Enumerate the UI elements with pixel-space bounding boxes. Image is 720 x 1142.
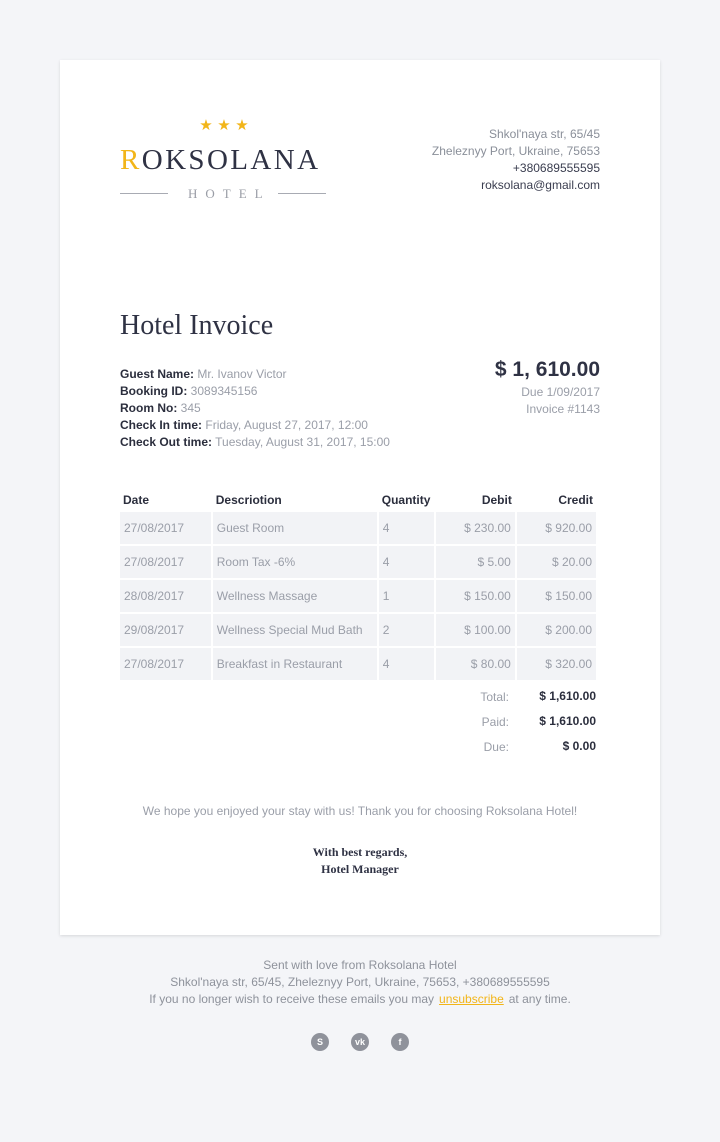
due-row xyxy=(120,736,600,761)
table-row xyxy=(120,546,596,578)
page-title: Hotel Invoice xyxy=(120,310,274,341)
cell-description: Wellness Special Mud Bath xyxy=(213,614,377,646)
guest-value: Friday, August 27, 2017, 12:00 xyxy=(205,418,368,432)
cell-debit: $ 230.00 xyxy=(436,512,515,544)
address-city: Zheleznyy Port, Ukraine, 75653 xyxy=(431,144,600,158)
cell-date: 28/08/2017 xyxy=(120,580,211,612)
cell-description: Guest Room xyxy=(213,512,377,544)
brand-initial: R xyxy=(120,144,142,176)
footer-address: Shkol'naya str, 65/45, Zheleznyy Port, Ukraine, 75653, +380689555595 xyxy=(170,975,550,989)
cell-debit: $ 150.00 xyxy=(436,580,515,612)
brand-subtitle: HOTEL xyxy=(188,186,271,201)
invoice-due-date: Due 1/09/2017 xyxy=(521,385,600,399)
charges-table xyxy=(118,488,598,682)
social-links xyxy=(311,1033,411,1051)
guest-label: Check Out time: xyxy=(120,435,213,449)
invoice-summary xyxy=(495,356,600,418)
due-value: $ 0.00 xyxy=(562,739,596,753)
cell-quantity: 4 xyxy=(379,648,434,680)
invoice-number: Invoice #1143 xyxy=(526,402,600,416)
footer-sent-line: Sent with love from Roksolana Hotel xyxy=(263,958,457,972)
invoice-total: $ 1, 610.00 xyxy=(494,358,600,381)
guest-value: Mr. Ivanov Victor xyxy=(197,367,287,381)
facebook-icon[interactable]: f xyxy=(391,1033,409,1051)
address-phone[interactable]: +380689555595 xyxy=(512,161,600,175)
cell-credit: $ 200.00 xyxy=(517,614,596,646)
guest-row xyxy=(120,417,390,434)
cell-credit: $ 150.00 xyxy=(517,580,596,612)
star-icon: ★ xyxy=(199,117,213,134)
rating-stars xyxy=(198,118,250,134)
unsubscribe-text-after: at any time. xyxy=(508,992,571,1006)
paid-row xyxy=(120,711,600,736)
regards-text: With best regards, xyxy=(312,845,408,859)
brand-name xyxy=(120,144,326,177)
star-icon: ★ xyxy=(235,117,249,134)
address-email[interactable]: roksolana@gmail.com xyxy=(481,178,600,192)
total-row xyxy=(120,686,600,711)
logo-divider-left xyxy=(120,193,168,194)
col-header-date: Date xyxy=(123,493,150,507)
table-row xyxy=(120,648,596,680)
guest-label: Check In time: xyxy=(120,418,203,432)
cell-credit: $ 320.00 xyxy=(517,648,596,680)
guest-details xyxy=(120,366,390,451)
col-header-debit: Debit xyxy=(481,493,512,507)
table-header-row xyxy=(120,490,596,510)
guest-value: Tuesday, August 31, 2017, 15:00 xyxy=(215,435,390,449)
guest-row xyxy=(120,434,390,451)
cell-quantity: 4 xyxy=(379,512,434,544)
table-row xyxy=(120,614,596,646)
unsubscribe-text-before: If you no longer wish to receive these emails you may xyxy=(149,992,435,1006)
totals-block xyxy=(120,686,600,761)
guest-label: Room No: xyxy=(120,401,178,415)
skype-icon[interactable]: S xyxy=(311,1033,329,1051)
cell-description: Room Tax -6% xyxy=(213,546,377,578)
thank-you-message: We hope you enjoyed your stay with us! Thank you for choosing Roksolana Hotel! xyxy=(142,804,578,818)
guest-row xyxy=(120,366,390,383)
cell-date: 29/08/2017 xyxy=(120,614,211,646)
hotel-logo xyxy=(120,118,326,202)
hotel-address xyxy=(432,126,600,194)
invoice-card xyxy=(60,60,660,935)
cell-description: Breakfast in Restaurant xyxy=(213,648,377,680)
unsubscribe-link[interactable]: unsubscribe xyxy=(439,992,504,1006)
cell-debit: $ 5.00 xyxy=(436,546,515,578)
col-header-quantity: Quantity xyxy=(381,493,431,507)
cell-description: Wellness Massage xyxy=(213,580,377,612)
cell-debit: $ 80.00 xyxy=(436,648,515,680)
paid-label: Paid: xyxy=(481,715,509,729)
guest-row xyxy=(120,383,390,400)
cell-credit: $ 920.00 xyxy=(517,512,596,544)
cell-date: 27/08/2017 xyxy=(120,512,211,544)
cell-quantity: 1 xyxy=(379,580,434,612)
guest-value: 3089345156 xyxy=(190,384,258,398)
cell-date: 27/08/2017 xyxy=(120,546,211,578)
total-value: $ 1,610.00 xyxy=(539,689,596,703)
cell-quantity: 2 xyxy=(379,614,434,646)
col-header-credit: Credit xyxy=(558,493,593,507)
due-label: Due: xyxy=(483,740,509,754)
logo-divider-right xyxy=(278,193,326,194)
guest-label: Booking ID: xyxy=(120,384,188,398)
cell-date: 27/08/2017 xyxy=(120,648,211,680)
cell-debit: $ 100.00 xyxy=(436,614,515,646)
col-header-description: Descriotion xyxy=(215,493,282,507)
email-footer xyxy=(0,957,720,1008)
signature-block xyxy=(60,844,660,878)
total-label: Total: xyxy=(480,690,509,704)
paid-value: $ 1,610.00 xyxy=(539,714,596,728)
address-street: Shkol'naya str, 65/45 xyxy=(488,127,600,141)
brand-rest: OKSOLANA xyxy=(141,144,321,176)
table-row xyxy=(120,512,596,544)
cell-credit: $ 20.00 xyxy=(517,546,596,578)
table-row xyxy=(120,580,596,612)
star-icon: ★ xyxy=(217,117,231,134)
vk-icon[interactable]: vk xyxy=(351,1033,369,1051)
footer-unsubscribe-line xyxy=(0,991,720,1008)
guest-value: 345 xyxy=(180,401,201,415)
cell-quantity: 4 xyxy=(379,546,434,578)
guest-row xyxy=(120,400,390,417)
signature-title: Hotel Manager xyxy=(321,862,399,876)
guest-label: Guest Name: xyxy=(120,367,195,381)
